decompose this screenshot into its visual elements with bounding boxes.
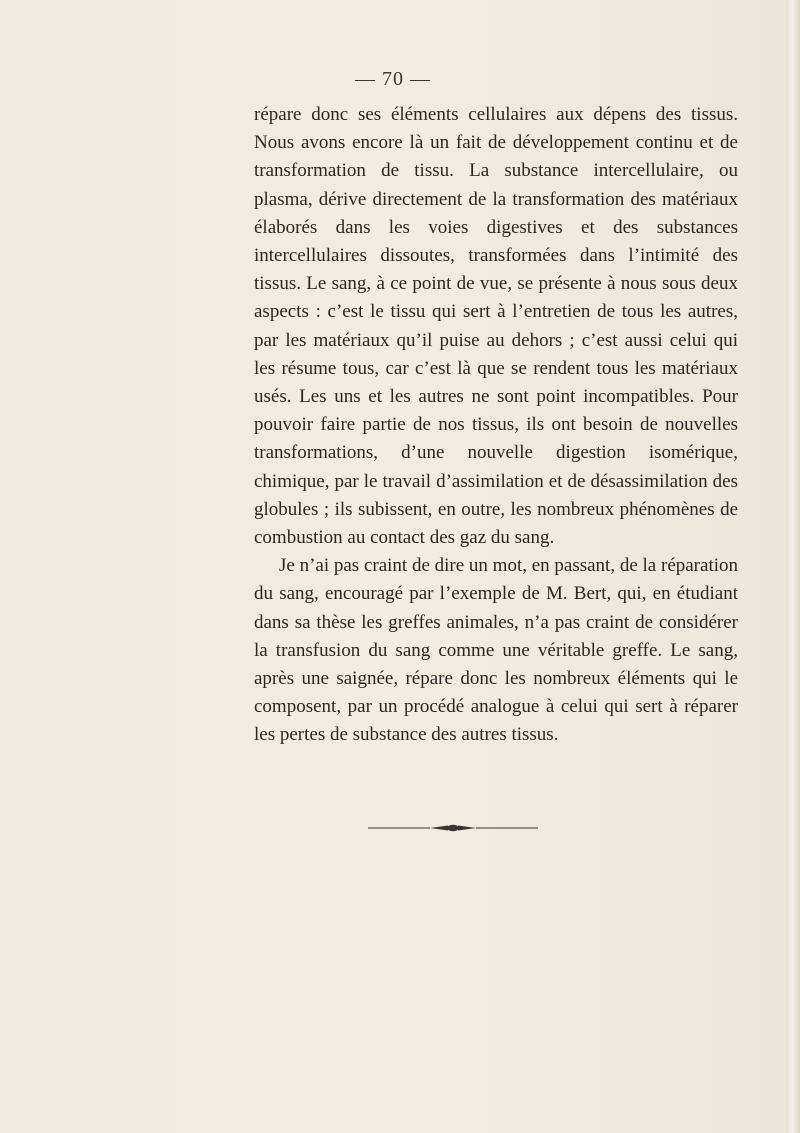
page-body-text <box>254 101 738 750</box>
page-edge <box>786 0 800 1133</box>
section-ornament <box>368 824 538 832</box>
page-number-header: — 70 — <box>355 68 431 90</box>
paragraph-2: Je n’ai pas craint de dire un mot, en passant, de la réparation du sang, encouragé par l’exemple de M. Bert, qui, en étudiant dans sa thèse les greffes animales, n’a pas craint de considérer la transfusion du sang comme une véritable greffe. Le sang, après une saignée, répare donc les nombreux éléments qui le composent, par un procédé analogue à celui qui sert à réparer les pertes de substance des autres tissus. <box>254 555 738 746</box>
paragraph-1: répare donc ses éléments cellulaires aux dépens des tissus. Nous avons encore là un fait de développement continu et de transformation de tissu. La substance intercellulaire, ou plasma, dérive directement de la transformation des matériaux élaborés dans les voies digestives et des substances intercellulaires dissoutes, transformées dans l’intimité des tissus. Le sang, à ce point de vue, se présente à nous sous deux aspects : c’est le tissu qui sert à l’entretien de tous les autres, par les matériaux qu’il puise au dehors ; c’est aussi celui qui les résume tous, car c’est là que se rendent tous les matériaux usés. Les uns et les autres ne sont point incompatibles. Pour pouvoir faire partie de nos tissus, ils ont besoin de nouvelles transformations, d’une nouvelle digestion isomérique, chimique, par le travail d’assimilation et de désassimilation des globules ; ils subissent, en outre, les nombreux phénomènes de combustion au contact des gaz du sang. <box>254 104 738 549</box>
